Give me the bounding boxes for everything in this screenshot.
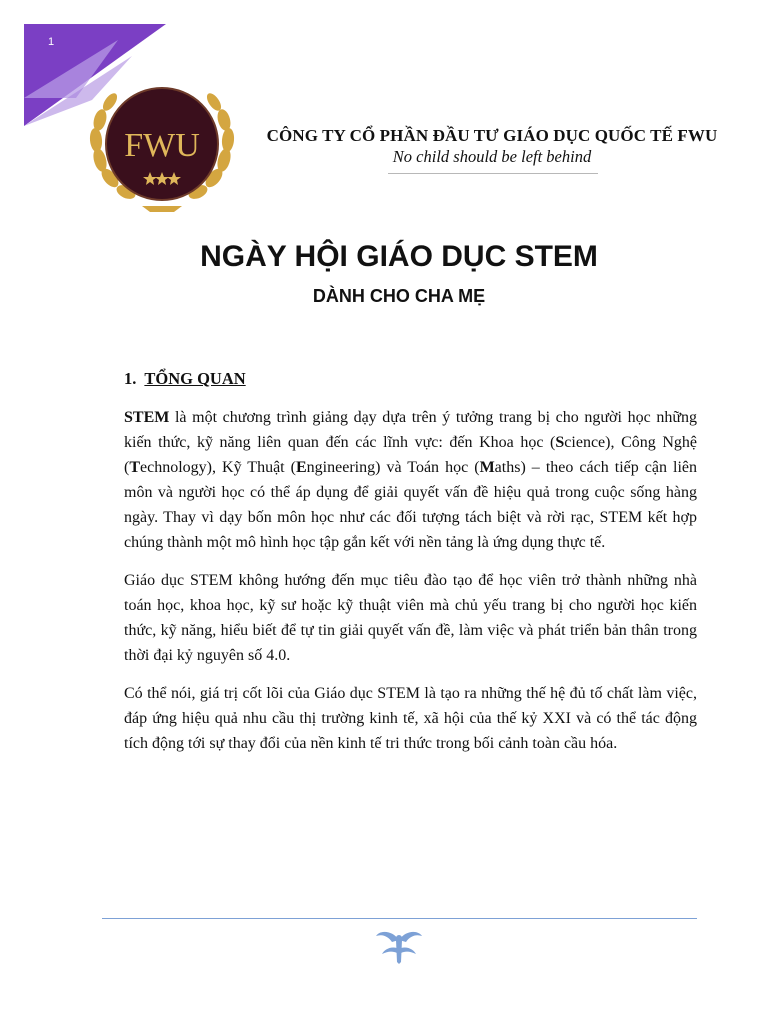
paragraph-stem-value: Có thể nói, giá trị cốt lõi của Giáo dục STEM là tạo ra những thế hệ đủ tố chất làm việc, đáp ứng hiệu quả nhu cầu thị trường kinh tế, xã hội của thế kỷ XXI và có thể tác động tích động tới sự thay đổi của nền kinh tế tri thức trong bối cảnh toàn cầu hóa. [124, 685, 697, 752]
paragraph-stem-goal: Giáo dục STEM không hướng đến mục tiêu đào tạo để học viên trở thành những nhà toán học, khoa học, kỹ sư hoặc kỹ thuật viên mà chủ yếu trang bị cho người học kiến thức, kỹ năng, hiểu biết để tự tin giải quyết vấn đề, làm việc và phát triển bản thân trong thời đại kỷ nguyên số 4.0. [124, 572, 697, 664]
paragraph-stem-definition [124, 405, 697, 555]
company-header [252, 126, 732, 167]
paragraph-text: ngineering) và Toán học ( [306, 459, 480, 476]
section-heading [124, 369, 246, 389]
paragraph-text: cience), Công Nghệ ( [124, 434, 697, 476]
document-title: NGÀY HỘI GIÁO DỤC STEM [200, 240, 598, 273]
company-tagline: No child should be left behind [392, 147, 592, 166]
logo-text: FWU [124, 127, 200, 164]
document-subtitle: DÀNH CHO CHA MẸ [312, 286, 486, 306]
paragraph-text: aths) – theo cách tiếp cận liên môn và người học có thể áp dụng để giải quyết vấn đề hiệu quả trong cuộc sống hàng ngày. Thay vì dạy bốn môn học như các đối tượng tách biệt và rời rạc, STEM kết hợp chúng thành một mô hình học tập gắn kết với nền tảng là ứng dụng thực tế. [124, 459, 698, 551]
letter-m: M [479, 459, 495, 476]
header-divider [388, 173, 598, 174]
stem-term: STEM [124, 409, 170, 426]
fleur-ornament-icon [374, 926, 424, 966]
document-body [124, 405, 697, 769]
fwu-logo-icon [82, 78, 242, 218]
section-heading-text: TỔNG QUAN [144, 369, 246, 388]
letter-e: E [296, 459, 307, 476]
page-number: 1 [48, 36, 55, 48]
paragraph-text: echnology), Kỹ Thuật ( [140, 459, 296, 476]
letter-s: S [555, 434, 565, 451]
letter-t: T [129, 459, 140, 476]
section-number: 1. [124, 369, 137, 388]
company-name: CÔNG TY CỔ PHẦN ĐẦU TƯ GIÁO DỤC QUỐC TẾ FWU [266, 126, 718, 145]
footer-divider [102, 918, 697, 919]
paragraph-text: là một chương trình giảng dạy dựa trên ý tưởng trang bị cho người học những kiến thức, kỹ năng liên quan đến các lĩnh vực: đến Khoa học ( [124, 409, 697, 451]
